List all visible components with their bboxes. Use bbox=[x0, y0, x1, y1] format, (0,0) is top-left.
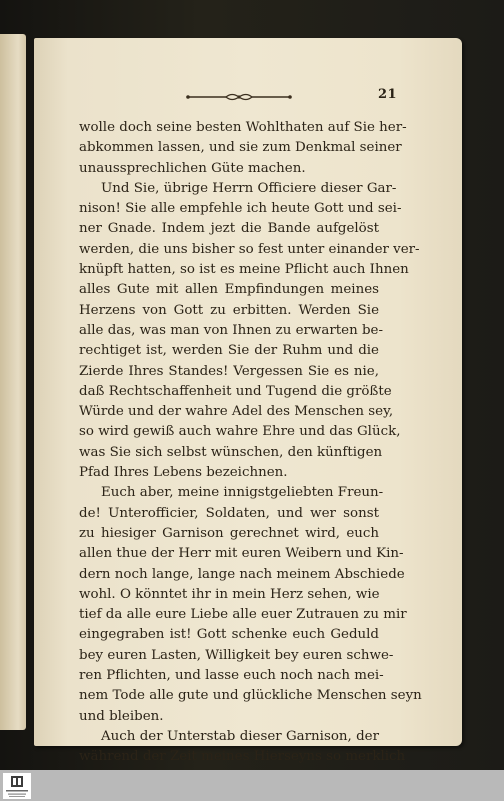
viewer-footer-bar bbox=[0, 770, 504, 801]
text-line: allen thue der Herr mit euren Weibern und Kin- bbox=[79, 546, 404, 562]
library-logo-icon[interactable] bbox=[3, 773, 31, 799]
text-line: eingegraben ist! Gott schenke euch Geduld bbox=[79, 627, 379, 643]
text-line: abkommen lassen, und sie zum Denkmal seiner bbox=[79, 140, 402, 156]
text-line: de! Unterofficier, Soldaten, und wer sonst bbox=[79, 505, 379, 521]
text-line: rechtiget ist, werden Sie der Ruhm und die bbox=[79, 343, 379, 359]
text-line: Zierde Ihres Standes! Vergessen Sie es nie, bbox=[79, 363, 379, 379]
text-line: nem Tode alle gute und glückliche Menschen seyn bbox=[79, 688, 422, 704]
text-line: Auch der Unterstab dieser Garnison, der bbox=[101, 728, 379, 744]
text-line: wohl. O könntet ihr in mein Herz sehen, wie bbox=[79, 586, 380, 602]
text-line: ner Gnade. Indem jezt die Bande aufgelöst bbox=[79, 221, 379, 237]
text-line: und bleiben. bbox=[79, 708, 164, 724]
text-line: alles Gute mit allen Empfindungen meines bbox=[79, 282, 379, 298]
text-line: während der Zeit meines Hierseyns so merklich bbox=[79, 749, 406, 765]
text-line: alle das, was man von Ihnen zu erwarten be- bbox=[79, 322, 383, 338]
text-line: Und Sie, übrige Herrn Officiere dieser Gar- bbox=[101, 180, 397, 196]
text-line: tief da alle eure Liebe alle euer Zutrauen zu mir bbox=[79, 607, 407, 623]
page-number: 21 bbox=[378, 87, 398, 102]
body-text bbox=[79, 118, 422, 788]
text-line: zu hiesiger Garnison gerechnet wird, euch bbox=[79, 525, 379, 541]
text-line: unaussprechlichen Güte machen. bbox=[79, 160, 306, 176]
text-line: Euch aber, meine innigstgeliebten Freun- bbox=[101, 485, 384, 501]
text-line: nison! Sie alle empfehle ich heute Gott und sei- bbox=[79, 201, 402, 217]
text-line: bey euren Lasten, Willigkeit bey euren schwe- bbox=[79, 647, 394, 663]
text-line: werden, die uns bisher so fest unter einander ver- bbox=[79, 241, 420, 257]
text-line: Herzens von Gott zu erbitten. Werden Sie bbox=[79, 302, 379, 318]
left-page-edge bbox=[0, 34, 26, 730]
printer-ornament-icon bbox=[186, 92, 292, 102]
text-line: wolle doch seine besten Wohlthaten auf Sie her- bbox=[79, 120, 407, 135]
text-line: was Sie sich selbst wünschen, den künftigen bbox=[79, 444, 383, 460]
text-line: dern noch lange, lange nach meinem Abschiede bbox=[79, 566, 405, 582]
text-line: knüpft hatten, so ist es meine Pflicht auch Ihnen bbox=[79, 262, 409, 278]
text-line: so wird gewiß auch wahre Ehre und das Glück, bbox=[79, 424, 401, 440]
text-line: Pfad Ihres Lebens bezeichnen. bbox=[79, 465, 288, 481]
text-line: daß Rechtschaffenheit und Tugend die größte bbox=[79, 383, 392, 399]
book-page bbox=[34, 38, 462, 765]
text-line: Würde und der wahre Adel des Menschen sey, bbox=[79, 404, 394, 420]
text-line: ren Pflichten, und lasse euch noch nach mei- bbox=[79, 668, 384, 684]
